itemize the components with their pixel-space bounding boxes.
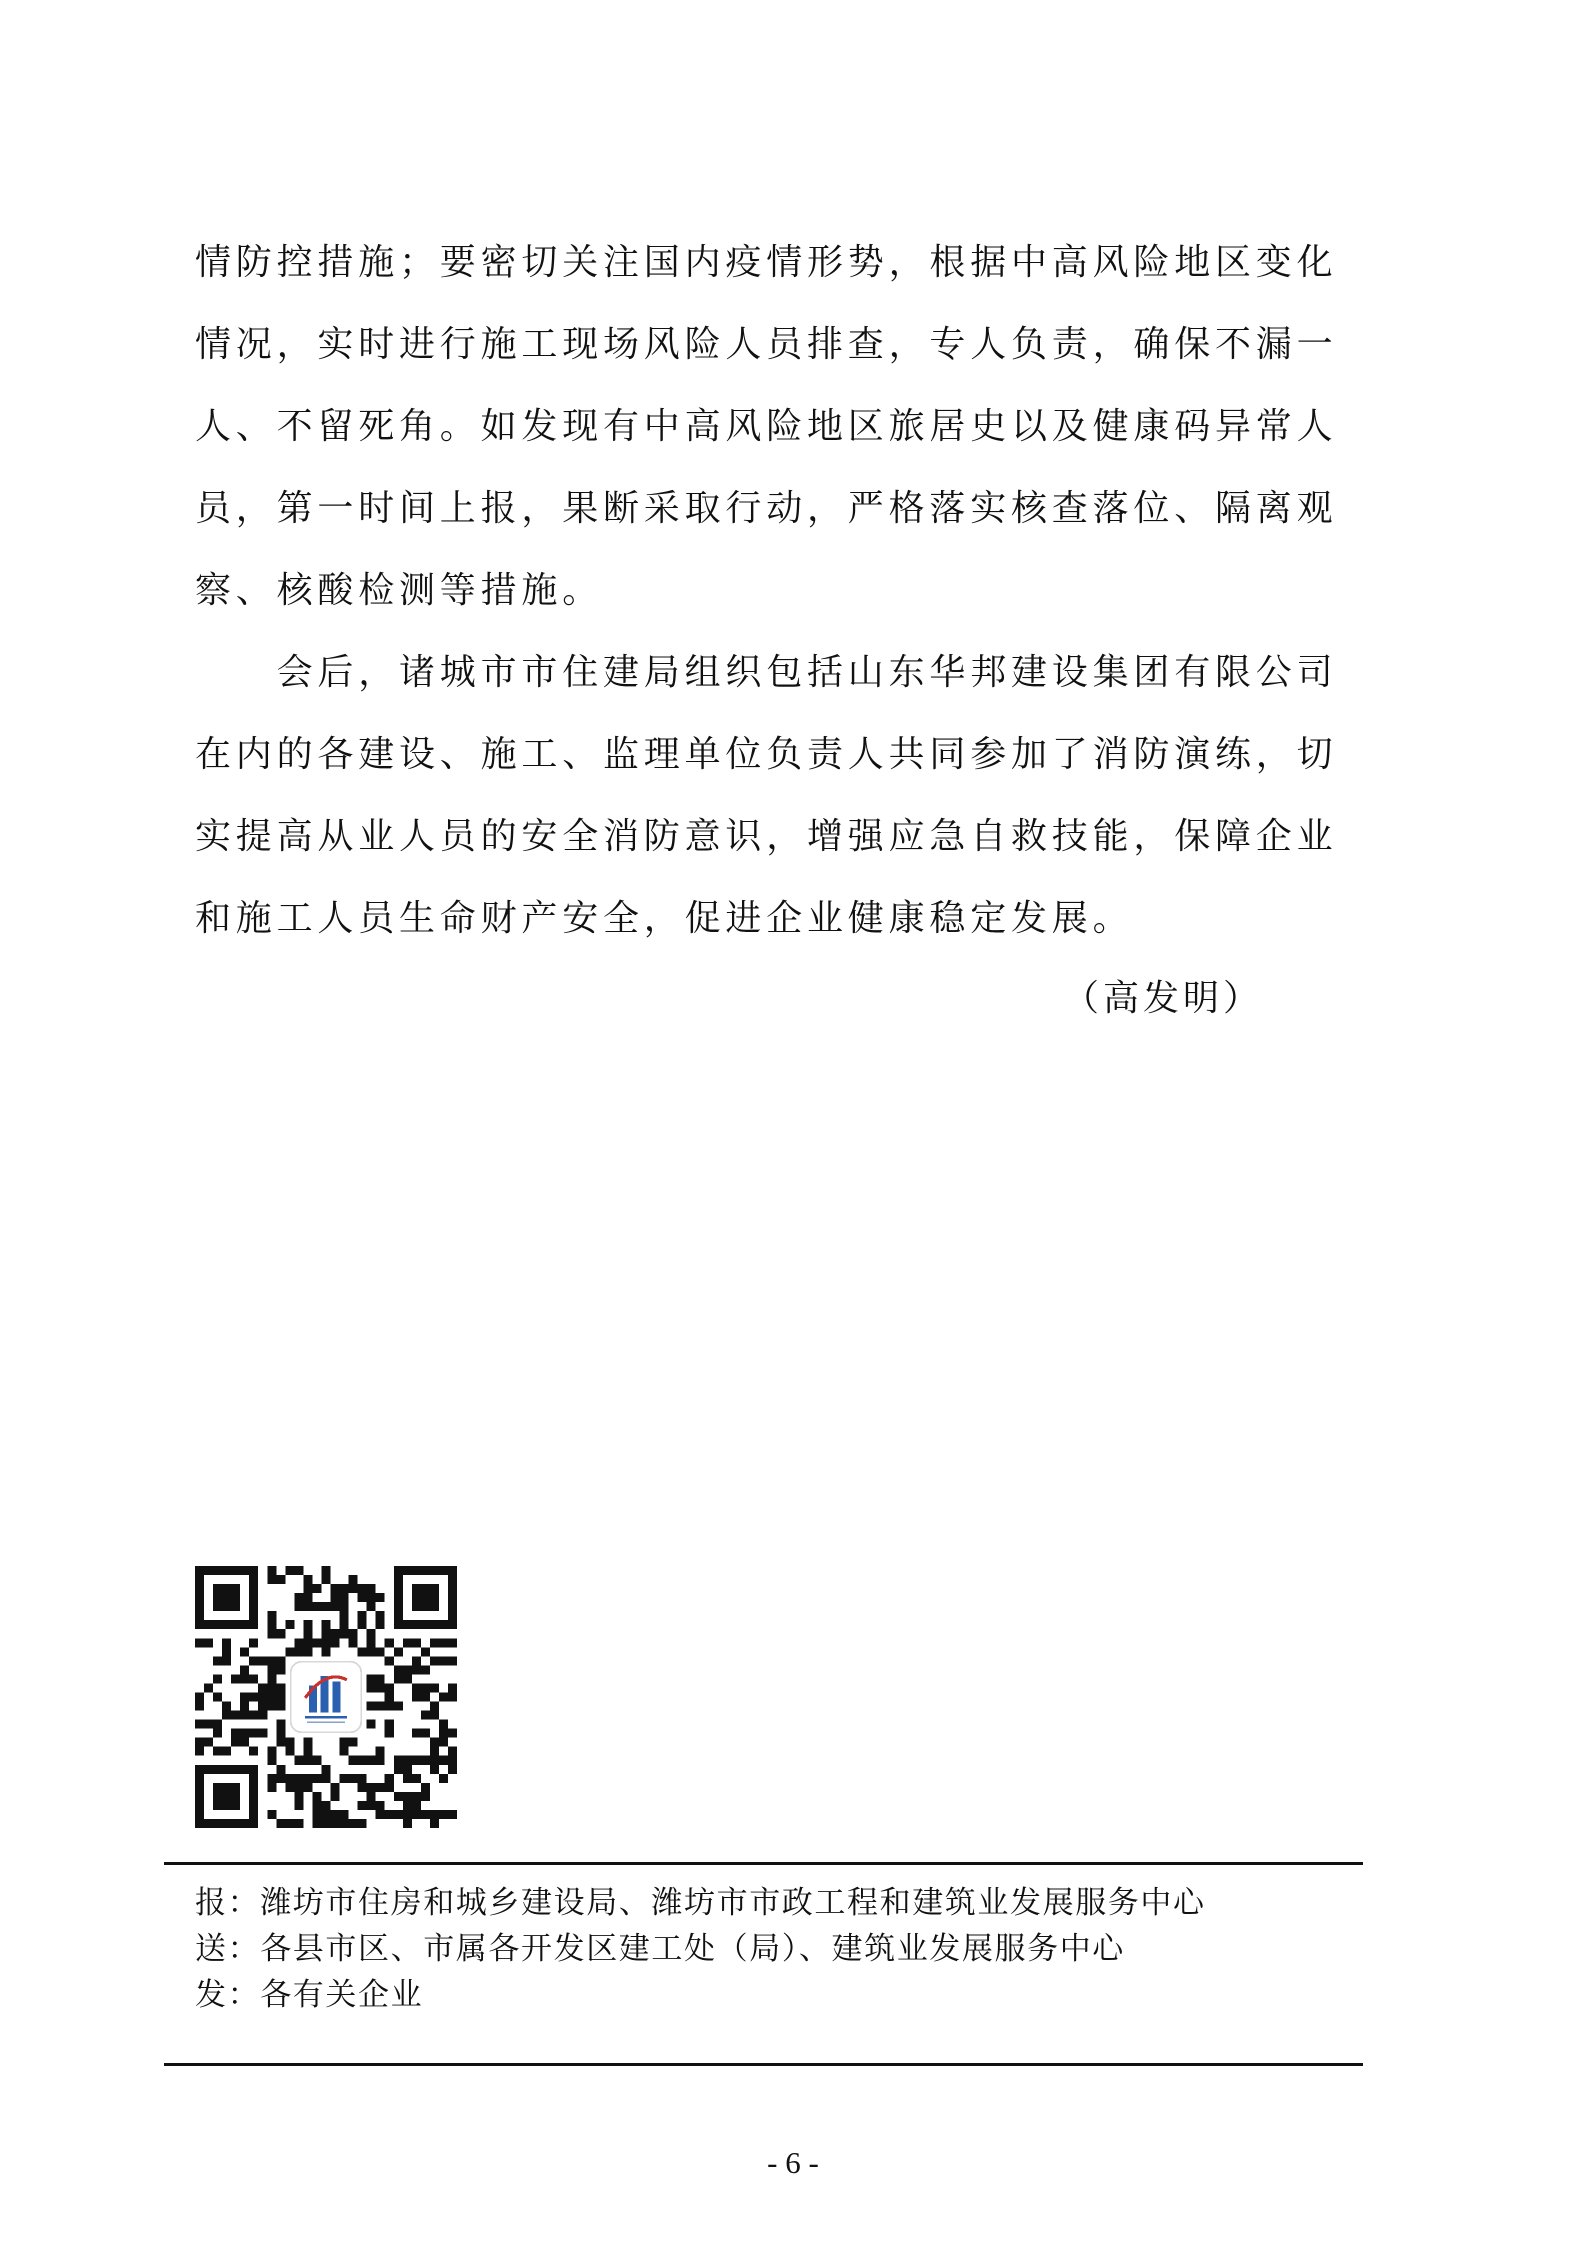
body-line: 员，第一时间上报，果断采取行动，严格落实核查落位、隔离观 — [195, 488, 1338, 529]
body-line: 情况，实时进行施工现场风险人员排查，专人负责，确保不漏一 — [195, 324, 1338, 365]
footer-top-divider — [164, 1862, 1363, 1865]
body-line: 察、核酸检测等措施。 — [195, 570, 604, 611]
body-line: 在内的各建设、施工、监理单位负责人共同参加了消防演练，切 — [195, 734, 1338, 775]
body-line: 和施工人员生命财产安全，促进企业健康稳定发展。 — [195, 898, 1134, 939]
body-line: 情防控措施；要密切关注国内疫情形势，根据中高风险地区变化 — [195, 242, 1338, 283]
qr-code-icon — [195, 1566, 457, 1828]
body-line: 实提高从业人员的安全消防意识，增强应急自救技能，保障企业 — [195, 816, 1338, 857]
body-line: 会后，诸城市市住建局组织包括山东华邦建设集团有限公司 — [195, 652, 1338, 693]
page-number: - 6 - — [767, 2145, 819, 2180]
footer-issue-line: 发：各有关企业 — [195, 1977, 424, 2013]
distribution-footer — [195, 1880, 1365, 2018]
body-line: 人、不留死角。如发现有中高风险地区旅居史以及健康码异常人 — [195, 406, 1338, 447]
qr-code-graphic — [195, 1566, 457, 1828]
author-signature: （高发明） — [1063, 978, 1264, 1019]
footer-report-line: 报：潍坊市住房和城乡建设局、潍坊市市政工程和建筑业发展服务中心 — [195, 1885, 1206, 1921]
footer-send-line: 送：各县市区、市属各开发区建工处（局）、建筑业发展服务中心 — [195, 1931, 1125, 1967]
article-body — [195, 222, 1391, 960]
footer-bottom-divider — [164, 2063, 1363, 2066]
building-logo-icon — [291, 1662, 361, 1732]
